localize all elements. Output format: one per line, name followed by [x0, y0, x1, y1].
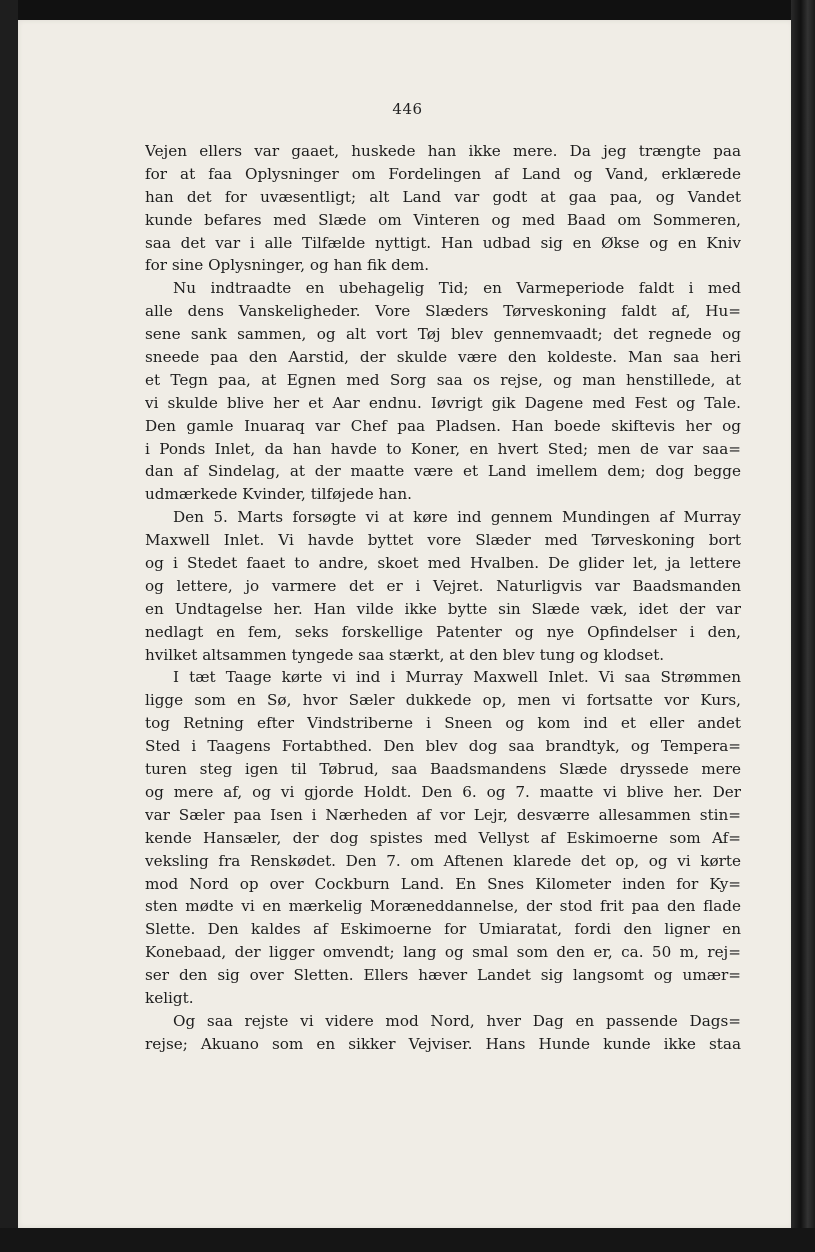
- text-line: kunde befares med Slæde om Vinteren og med Baad om Sommeren,: [145, 210, 741, 229]
- text-line: var Sæler paa Isen i Nærheden af vor Lejr, desværre allesammen stin=: [145, 805, 741, 824]
- text-line: turen steg igen til Tøbrud, saa Baadsmandens Slæde dryssede mere: [145, 760, 741, 779]
- text-line: Vejen ellers var gaaet, huskede han ikke mere. Da jeg trængte paa: [145, 142, 741, 160]
- text-line: Nu indtraadte en ubehagelig Tid; en Varmeperiode faldt i med: [173, 279, 741, 298]
- text-line: Maxwell Inlet. Vi havde byttet vore Slæder med Tørveskoning bort: [145, 531, 741, 550]
- text-line: kende Hansæler, der dog spistes med Vellyst af Eskimoerne som Af=: [145, 828, 741, 847]
- text-line: saa det var i alle Tilfælde nyttigt. Han udbad sig en Økse og en Kniv: [145, 233, 741, 252]
- text-line: vi skulde blive her et Aar endnu. Iøvrigt gik Dagene med Fest og Tale.: [145, 393, 741, 412]
- text-line: for sine Oplysninger, og han fik dem.: [145, 256, 430, 275]
- text-line: og i Stedet faaet to andre, skoet med Hvalben. De glider let, ja lettere: [145, 554, 741, 573]
- text-line: et Tegn paa, at Egnen med Sorg saa os rejse, og man henstillede, at: [145, 370, 741, 389]
- text-line: og mere af, og vi gjorde Holdt. Den 6. og 7. maatte vi blive her. Der: [145, 782, 741, 801]
- text-line: mod Nord op over Cockburn Land. En Snes Kilometer inden for Ky=: [145, 874, 741, 893]
- text-line: en Undtagelse her. Han vilde ikke bytte sin Slæde væk, idet der var: [145, 599, 741, 618]
- text-line: sten mødte vi en mærkelig Moræneddannelse, der stod frit paa den flade: [145, 897, 741, 916]
- text-line: Den gamle Inuaraq var Chef paa Pladsen. Han boede skiftevis her og: [145, 416, 741, 435]
- text-line: og lettere, jo varmere det er i Vejret. Naturligvis var Baadsmanden: [145, 576, 741, 595]
- text-line: sene sank sammen, og alt vort Tøj blev gennemvaadt; det regnede og: [145, 325, 741, 344]
- text-line: i Ponds Inlet, da han havde to Koner, en hvert Sted; men de var saa=: [145, 439, 741, 458]
- text-line: sneede paa den Aarstid, der skulde være den koldeste. Man saa heri: [145, 348, 741, 367]
- body-text: [145, 140, 741, 1056]
- text-line: dan af Sindelag, at der maatte være et Land imellem dem; dog begge: [145, 462, 741, 481]
- text-line: veksling fra Renskødet. Den 7. om Aftenen klarede det op, og vi kørte: [145, 851, 741, 870]
- text-line: udmærkede Kvinder, tilføjede han.: [145, 485, 412, 504]
- book-spine-edge: [791, 0, 815, 1252]
- text-line: nedlagt en fem, seks forskellige Patenter og nye Opfindelser i den,: [145, 622, 741, 641]
- scan-border-top: [0, 0, 815, 20]
- text-line: Konebaad, der ligger omvendt; lang og smal som den er, ca. 50 m, rej=: [145, 943, 741, 962]
- text-line: alle dens Vanskeligheder. Vore Slæders Tørveskoning faldt af, Hu=: [145, 302, 741, 321]
- text-line: ser den sig over Sletten. Ellers hæver Landet sig langsomt og umær=: [145, 966, 741, 985]
- text-line: keligt.: [145, 988, 194, 1007]
- text-line: Slette. Den kaldes af Eskimoerne for Umiaratat, fordi den ligner en: [145, 920, 741, 939]
- text-line: tog Retning efter Vindstriberne i Sneen og kom ind et eller andet: [145, 714, 741, 733]
- text-line: Og saa rejste vi videre mod Nord, hver Dag en passende Dags=: [173, 1011, 741, 1030]
- page-number: 446: [392, 100, 423, 118]
- text-line: hvilket altsammen tyngede saa stærkt, at den blev tung og klodset.: [145, 645, 665, 664]
- scan-border-bottom: [0, 1228, 815, 1252]
- text-line: Sted i Taagens Fortabthed. Den blev dog saa brandtyk, og Tempera=: [145, 737, 741, 756]
- text-line: Den 5. Marts forsøgte vi at køre ind gennem Mundingen af Murray: [173, 508, 741, 527]
- text-line: I tæt Taage kørte vi ind i Murray Maxwell Inlet. Vi saa Strømmen: [173, 668, 741, 687]
- text-line: rejse; Akuano som en sikker Vejviser. Hans Hunde kunde ikke staa: [145, 1034, 741, 1053]
- scan-border-left: [0, 0, 18, 1252]
- text-line: han det for uvæsentligt; alt Land var godt at gaa paa, og Vandet: [145, 187, 741, 206]
- text-line: for at faa Oplysninger om Fordelingen af Land og Vand, erklærede: [145, 164, 741, 183]
- text-line: ligge som en Sø, hvor Sæler dukkede op, men vi fortsatte vor Kurs,: [145, 691, 741, 710]
